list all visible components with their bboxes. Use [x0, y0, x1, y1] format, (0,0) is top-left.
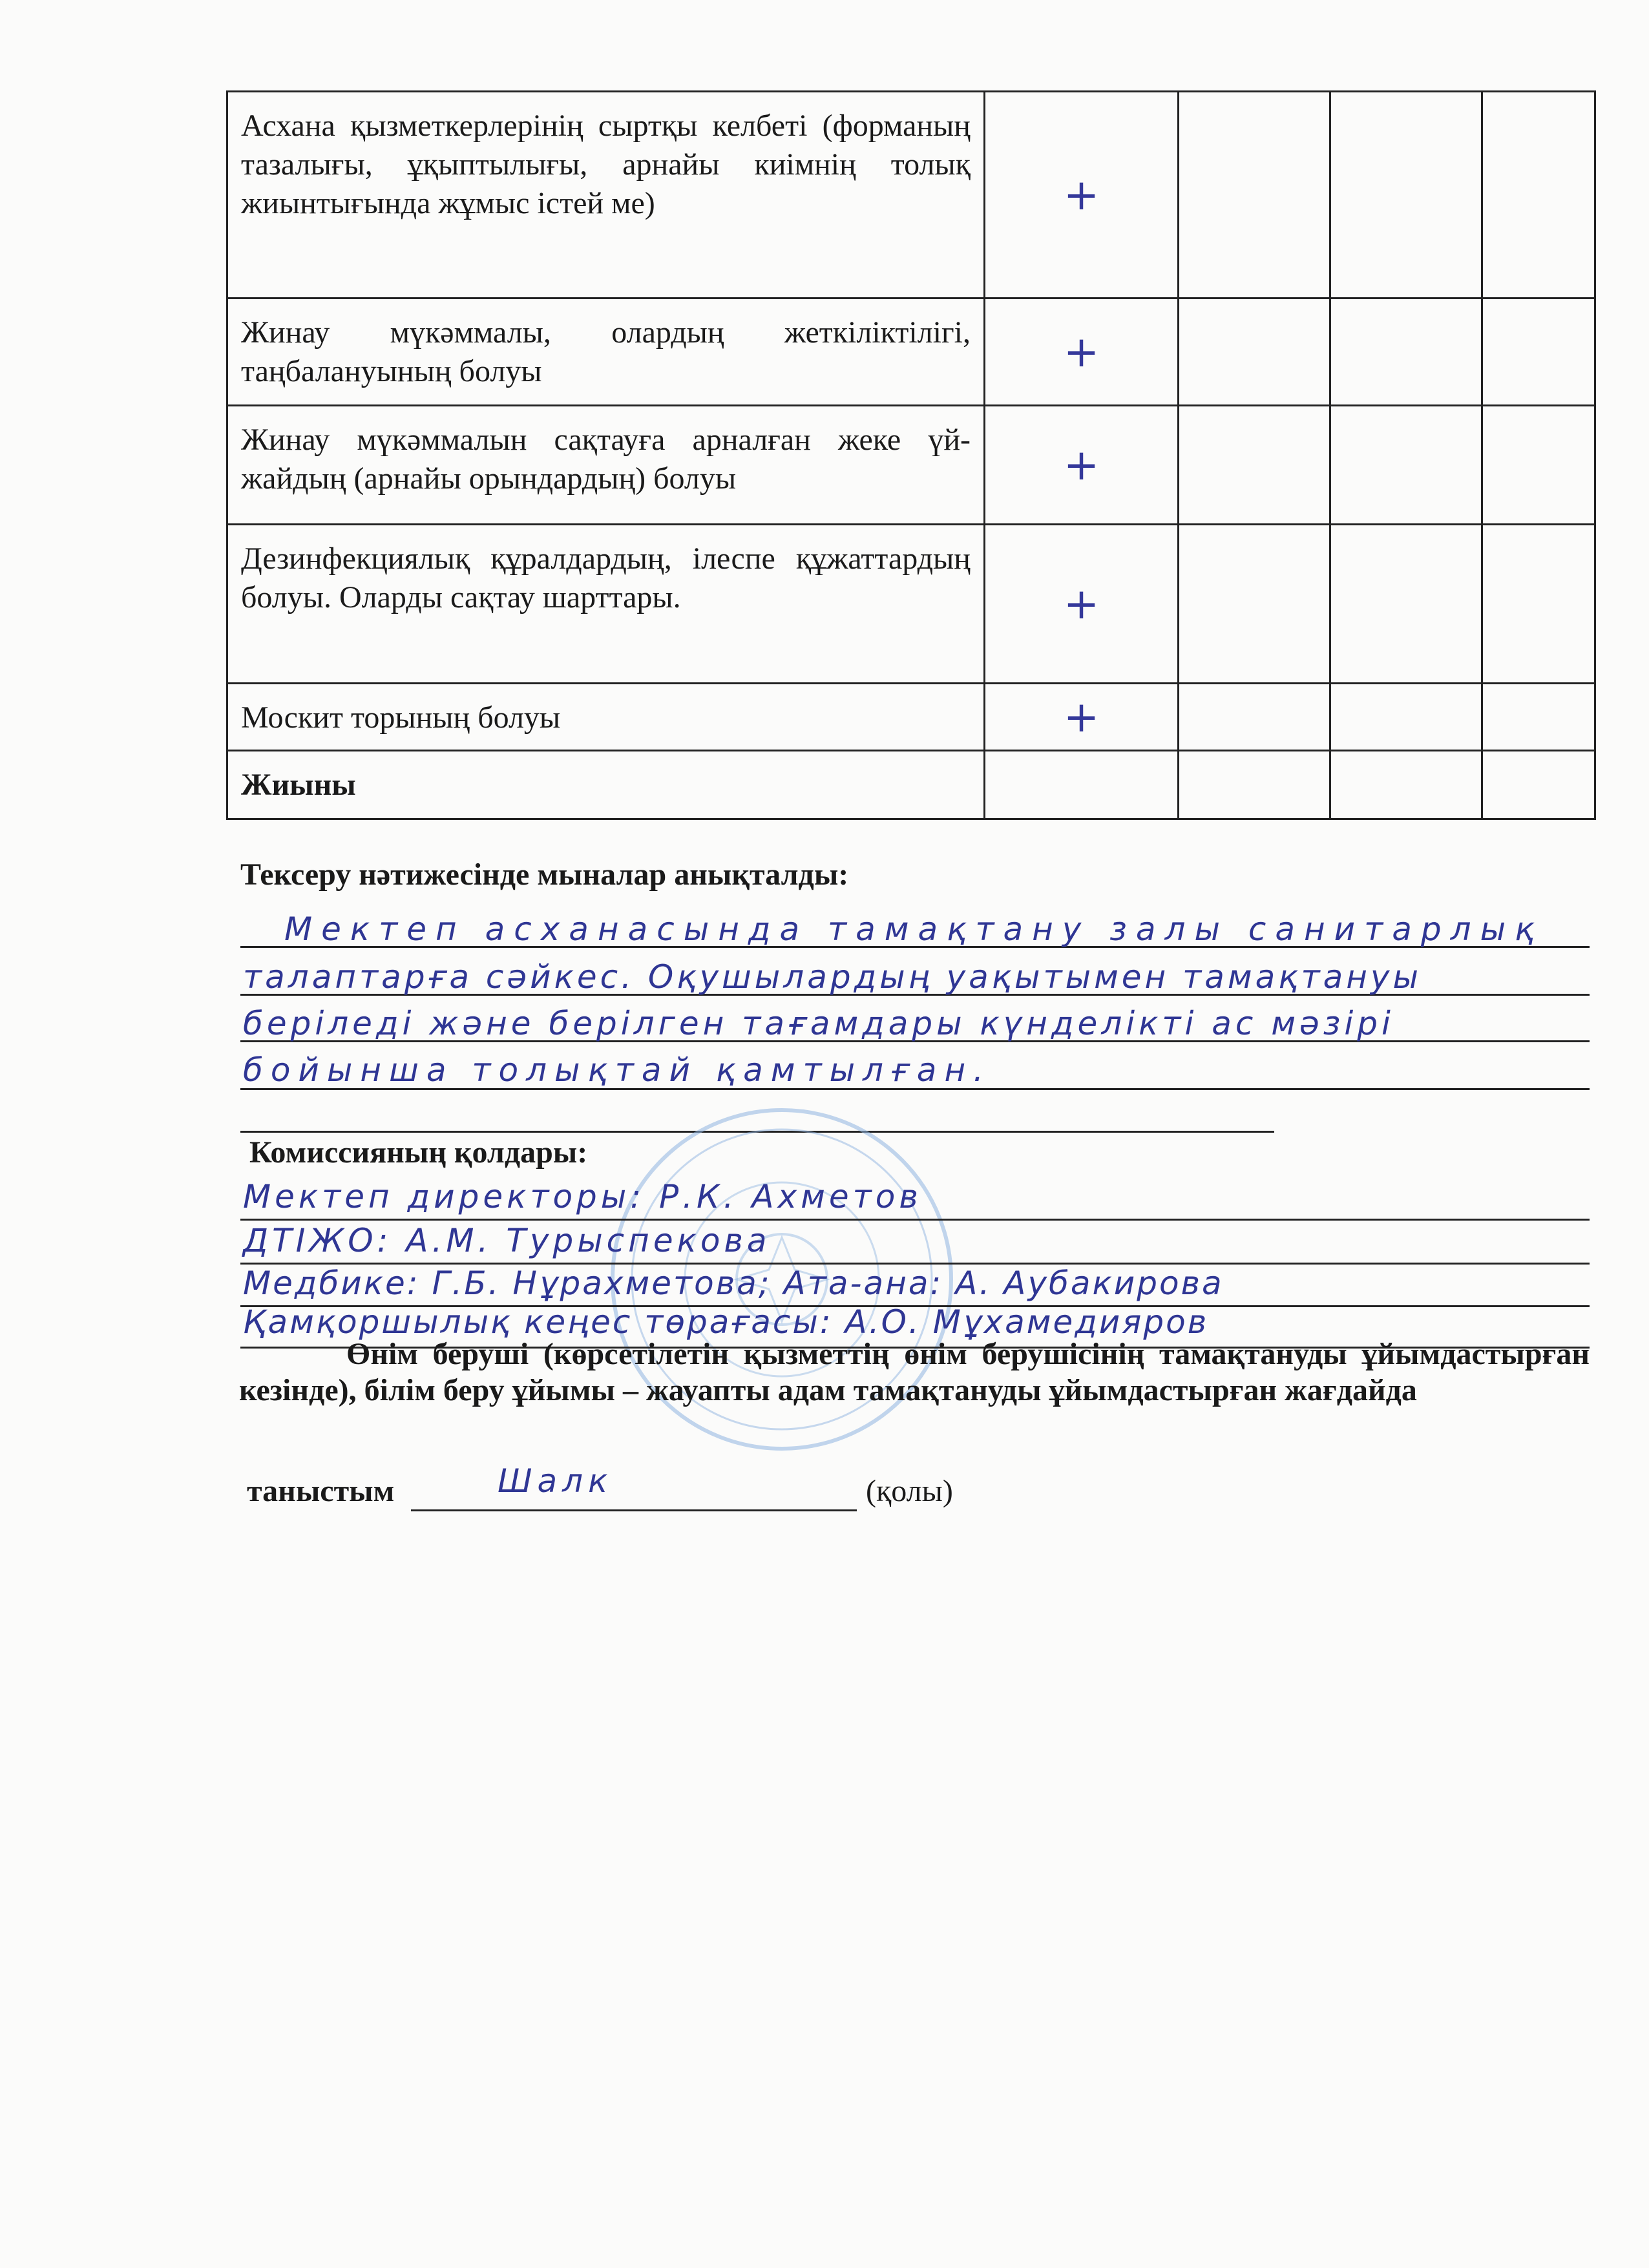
empty-cell [1179, 406, 1330, 525]
empty-cell [1482, 92, 1595, 299]
criterion-cell: Москит торының болуы [227, 684, 985, 751]
empty-cell [1330, 299, 1482, 406]
table-row [227, 525, 1595, 684]
commission-signature: Қамқоршылық кеңес төрағасы: А.О. Мұхамедияров [243, 1303, 1209, 1341]
findings-handwriting: талаптарға сәйкес. Оқушылардың уақытымен тамақтануы [243, 958, 1422, 996]
commission-signature: ДТІЖО: А.М. Турыспекова [243, 1222, 771, 1259]
signatures-label: Комиссияның қолдары: [249, 1135, 588, 1170]
check-mark: + [985, 92, 1179, 299]
findings-label: Тексеру нәтижесінде мыналар анықталды: [240, 857, 849, 892]
empty-cell [1179, 684, 1330, 751]
total-label: Жиыны [227, 751, 985, 819]
signature-line [411, 1509, 857, 1511]
empty-cell [1482, 751, 1595, 819]
findings-handwriting: бойынша толықтай қамтылған. [243, 1051, 992, 1089]
criterion-cell: Жинау мүкәммалын сақтауға арналған жеке үй-жайдың (арнайы орындардың) болуы [227, 406, 985, 525]
empty-cell [1482, 525, 1595, 684]
check-mark: + [985, 684, 1179, 751]
empty-cell [1179, 299, 1330, 406]
check-mark: + [985, 406, 1179, 525]
empty-cell [1482, 299, 1595, 406]
empty-cell [985, 751, 1179, 819]
acquainted-label: таныстым [247, 1474, 395, 1508]
table-row [227, 92, 1595, 299]
findings-handwriting: беріледі және берілген тағамдары күнделікті ас мәзірі [243, 1005, 1394, 1042]
empty-cell [1179, 525, 1330, 684]
empty-cell [1482, 406, 1595, 525]
empty-cell [1330, 684, 1482, 751]
empty-cell [1330, 751, 1482, 819]
table-row [227, 684, 1595, 751]
empty-cell [1330, 525, 1482, 684]
empty-cell [1179, 751, 1330, 819]
provider-statement: Өнім беруші (көрсетілетін қызметтің өнім берушісінің тамақтануды ұйымдастырған кезінде), білім беру ұйымы – жауапты адам тамақтануды ұйымдастырған жағдайда [239, 1337, 1590, 1407]
empty-cell [1179, 92, 1330, 299]
table-row [227, 299, 1595, 406]
check-mark: + [985, 299, 1179, 406]
checklist-table [226, 90, 1596, 820]
criterion-cell: Жинау мүкәммалы, олардың жеткіліктілігі, таңбалануының болуы [227, 299, 985, 406]
criterion-cell: Дезинфекциялық құралдардың, ілеспе құжаттардың болуы. Оларды сақтау шарттары. [227, 525, 985, 684]
provider-signature: Шалк [498, 1462, 613, 1500]
table-row [227, 406, 1595, 525]
findings-handwriting: Мектеп асханасында тамақтану залы санитарлық [284, 910, 1544, 948]
criterion-cell: Асхана қызметкерлерінің сыртқы келбеті (форманың тазалығы, ұқыптылығы, арнайы киімнің толық жиынтығында жұмыс істей ме) [227, 92, 985, 299]
signature-rule [240, 1219, 1590, 1221]
empty-cell [1330, 406, 1482, 525]
empty-cell [1482, 684, 1595, 751]
total-row [227, 751, 1595, 819]
commission-signature: Медбике: Г.Б. Нұрахметова; Ата-ана: А. Аубакирова [243, 1265, 1224, 1302]
commission-signature: Мектеп директоры: Р.К. Ахметов [243, 1178, 922, 1215]
empty-cell [1330, 92, 1482, 299]
sign-note: (қолы) [866, 1474, 953, 1508]
check-mark: + [985, 525, 1179, 684]
